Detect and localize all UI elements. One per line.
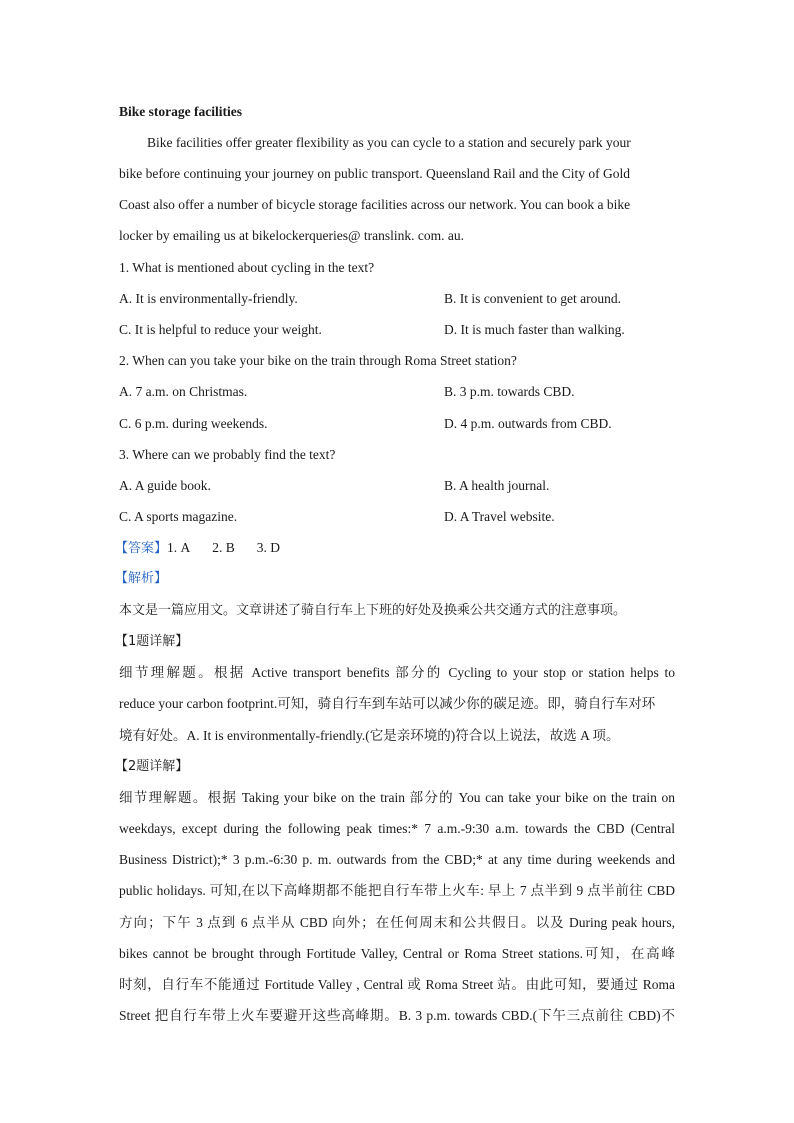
answer-item: 2. B (212, 540, 235, 555)
question-1-option-a: A. It is environmentally-friendly. (119, 291, 298, 306)
q2-detail-line: Business District);* 3 p.m.-6:30 p. m. outwards from the CBD;* at any time during weekends and (119, 852, 675, 867)
answer-item: 3. D (256, 540, 281, 555)
answer-label: 【答案】 (115, 541, 168, 556)
question-3-option-b: B. A health journal. (444, 478, 550, 493)
question-2-option-c: C. 6 p.m. during weekends. (119, 416, 268, 431)
q2-detail-line: 时刻，自行车不能通过 Fortitude Valley , Central 或 Roma Street 站。由此可知，要通过 Roma (119, 977, 675, 992)
q1-detail-line: 细节理解题。根据 Active transport benefits 部分的 Cycling to your stop or station helps to (119, 665, 675, 680)
q1-detail-line: 境有好处。A. It is environmentally-friendly.(它是亲环境的)符合以上说法，故选 A 项。 (119, 728, 620, 743)
q2-detail-line: bikes cannot be brought through Fortitude Valley, Central or Roma Street stations.可知，在高峰 (119, 946, 675, 961)
q1-detail-label: 【1题详解】 (115, 634, 189, 649)
question-1-option-d: D. It is much faster than walking. (444, 322, 625, 337)
question-2-option-a: A. 7 a.m. on Christmas. (119, 384, 248, 399)
answer-row (115, 538, 280, 559)
question-3-option-d: D. A Travel website. (444, 509, 555, 524)
q2-detail-line: 细节理解题。根据 Taking your bike on the train 部分的 You can take your bike on the train on (119, 790, 675, 805)
q2-detail-label: 【2题详解】 (115, 759, 189, 774)
question-3-option-a: A. A guide book. (119, 478, 211, 493)
question-2-stem: 2. When can you take your bike on the train through Roma Street station? (119, 353, 517, 368)
question-1-stem: 1. What is mentioned about cycling in the text? (119, 260, 375, 275)
q1-detail-line: reduce your carbon footprint.可知，骑自行车到车站可以减少你的碳足迹。即，骑自行车对环 (119, 696, 656, 711)
q2-detail-line: public holidays. 可知,在以下高峰期都不能把自行车带上火车: 早上 7 点半到 9 点半前往 CBD (119, 883, 675, 898)
question-3-option-c: C. A sports magazine. (119, 509, 238, 524)
q2-detail-line: 方向；下午 3 点到 6 点半从 CBD 向外；在任何周末和公共假日。以及 During peak hours, (119, 915, 675, 930)
question-2-option-b: B. 3 p.m. towards CBD. (444, 384, 575, 399)
passage-line: Coast also offer a number of bicycle storage facilities across our network. You can book a bike (119, 197, 631, 212)
q2-detail-line: weekdays, except during the following peak times:* 7 a.m.-9:30 a.m. towards the CBD (Central (119, 821, 675, 836)
passage-title: Bike storage facilities (119, 104, 242, 119)
passage-line: locker by emailing us at bikelockerqueries@ translink. com. au. (119, 228, 464, 243)
analysis-summary: 本文是一篇应用文。文章讲述了骑自行车上下班的好处及换乘公共交通方式的注意事项。 (119, 603, 627, 618)
q2-detail-line: Street 把自行车带上火车要避开这些高峰期。B. 3 p.m. towards CBD.(下午三点前往 CBD)不 (119, 1008, 675, 1023)
question-3-stem: 3. Where can we probably find the text? (119, 447, 336, 462)
question-1-option-c: C. It is helpful to reduce your weight. (119, 322, 322, 337)
answer-item: 1. A (167, 540, 191, 555)
passage-line: Bike facilities offer greater flexibility as you can cycle to a station and securely park your (147, 135, 631, 150)
question-2-option-d: D. 4 p.m. outwards from CBD. (444, 416, 612, 431)
analysis-label: 【解析】 (115, 571, 168, 586)
question-1-option-b: B. It is convenient to get around. (444, 291, 621, 306)
passage-line: bike before continuing your journey on public transport. Queensland Rail and the City of Gold (119, 166, 631, 181)
